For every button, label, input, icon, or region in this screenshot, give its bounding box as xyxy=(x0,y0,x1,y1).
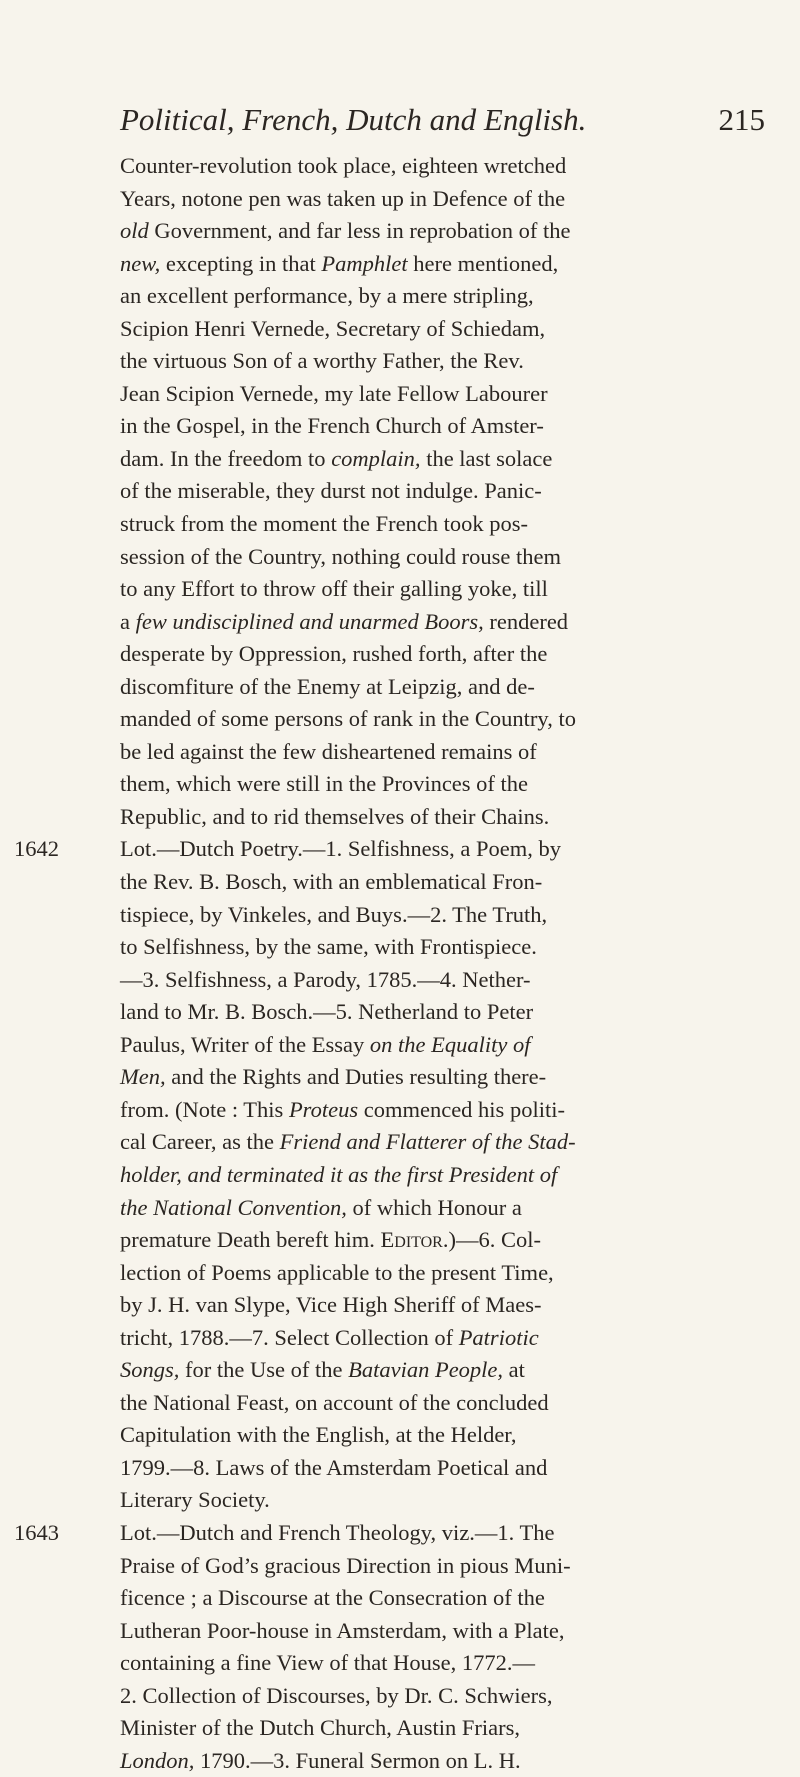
line-text: Scipion Henri Vernede, Secretary of Schiedam, xyxy=(120,315,546,341)
text-line xyxy=(120,899,770,932)
text-line xyxy=(120,150,770,183)
italic-text: few undisciplined and unarmed Boors, xyxy=(135,608,484,634)
italic-text: holder, and terminated it as the first President of xyxy=(120,1161,558,1187)
line-text: Lutheran Poor-house in Amsterdam, with a Plate, xyxy=(120,1617,565,1643)
line-text: Literary Society. xyxy=(120,1487,270,1513)
text-line xyxy=(120,1387,770,1420)
italic-text: Patriotic xyxy=(458,1324,539,1350)
text-line xyxy=(120,671,770,704)
line-text: a xyxy=(120,608,136,634)
text-line xyxy=(120,1029,770,1062)
text-line xyxy=(120,345,770,378)
text-line xyxy=(120,931,770,964)
line-text: Praise of God’s gracious Direction in pious Muni- xyxy=(120,1552,571,1578)
text-line xyxy=(120,1615,770,1648)
line-text: them, which were still in the Provinces of the xyxy=(120,771,529,797)
line-text: struck from the moment the French took pos- xyxy=(120,511,529,537)
line-text: session of the Country, nothing could rouse them xyxy=(120,543,561,569)
text-line xyxy=(120,1126,770,1159)
line-text: the virtuous Son of a worthy Father, the Rev. xyxy=(120,348,524,374)
text-line xyxy=(120,475,770,508)
line-text: Minister of the Dutch Church, Austin Friars, xyxy=(120,1715,520,1741)
line-text: at xyxy=(503,1357,525,1383)
text-line xyxy=(120,443,770,476)
text-line xyxy=(120,1322,770,1355)
text-line xyxy=(14,1517,770,1550)
text-line xyxy=(120,1582,770,1615)
text-line xyxy=(120,1680,770,1713)
line-text: Republic, and to rid themselves of their Chains. xyxy=(120,803,550,829)
italic-text: Friend and Flatterer of the Stad- xyxy=(279,1129,576,1155)
italic-text: the National Convention, xyxy=(120,1194,347,1220)
line-text: the National Feast, on account of the concluded xyxy=(120,1389,549,1415)
line-text: land to Mr. B. Bosch.—5. Netherland to Peter xyxy=(120,999,534,1025)
line-text: Government, and far less in reprobation of the xyxy=(148,218,571,244)
text-line xyxy=(120,573,770,606)
text-line xyxy=(14,833,770,866)
line-text: by J. H. van Slype, Vice High Sheriff of Maes- xyxy=(120,1292,542,1318)
line-text: dam. In the freedom to xyxy=(120,445,332,471)
text-line xyxy=(120,313,770,346)
line-text: Jean Scipion Vernede, my late Fellow Labourer xyxy=(120,380,548,406)
running-title: Political, French, Dutch and English. xyxy=(120,102,587,137)
text-line xyxy=(120,1647,770,1680)
text-line xyxy=(120,410,770,443)
text-line xyxy=(120,703,770,736)
text-line xyxy=(120,215,770,248)
text-line xyxy=(120,1550,770,1583)
text-line xyxy=(120,280,770,313)
line-text: an excellent performance, by a mere stripling, xyxy=(120,283,534,309)
line-text: to Selfishness, by the same, with Frontispiece. xyxy=(120,934,537,960)
text-line xyxy=(120,508,770,541)
line-text: from. (Note : This xyxy=(120,1096,289,1122)
italic-text: Batavian People, xyxy=(348,1357,504,1383)
text-line xyxy=(120,378,770,411)
line-text: of the miserable, they durst not indulge. Panic- xyxy=(120,478,542,504)
text-line xyxy=(120,1419,770,1452)
italic-text: Songs, xyxy=(120,1357,180,1383)
text-line xyxy=(120,996,770,1029)
italic-text: Proteus xyxy=(288,1096,359,1122)
line-text: of which Honour a xyxy=(346,1194,522,1220)
line-text: manded of some persons of rank in the Country, to xyxy=(120,706,576,732)
line-text: and the Rights and Duties resulting there- xyxy=(165,1064,547,1090)
line-text: be led against the few disheartened remains of xyxy=(120,738,537,764)
line-text: 1790.—3. Funeral Sermon on L. H. xyxy=(194,1747,521,1773)
line-text: excepting in that xyxy=(160,250,322,276)
italic-text: old xyxy=(120,218,149,244)
line-text: Lot.—Dutch Poetry.—1. Selfishness, a Poem, by xyxy=(120,836,562,862)
page-body xyxy=(14,150,770,1777)
italic-text: London, xyxy=(120,1747,195,1773)
text-line xyxy=(120,801,770,834)
line-text: containing a fine View of that House, 1772.— xyxy=(120,1650,536,1676)
text-line xyxy=(120,1192,770,1225)
text-line xyxy=(120,866,770,899)
small-caps-text: Editor. xyxy=(380,1227,449,1253)
text-line xyxy=(120,1257,770,1290)
text-line xyxy=(120,1745,770,1777)
line-text: )—6. Col- xyxy=(448,1227,541,1253)
page-number: 215 xyxy=(718,102,765,137)
line-text: Capitulation with the English, at the Helder, xyxy=(120,1422,517,1448)
line-text: commenced his politi- xyxy=(358,1096,565,1122)
line-text: Counter-revolution took place, eighteen wretched xyxy=(120,153,567,178)
line-text: discomfiture of the Enemy at Leipzig, and de- xyxy=(120,673,535,699)
text-line xyxy=(120,541,770,574)
line-text: —3. Selfishness, a Parody, 1785.—4. Nether- xyxy=(120,966,531,992)
line-text: Paulus, Writer of the Essay xyxy=(120,1031,370,1057)
line-text: desperate by Oppression, rushed forth, after the xyxy=(120,641,548,667)
text-line xyxy=(120,638,770,671)
lot-number: 1643 xyxy=(14,1519,59,1545)
italic-text: on the Equality of xyxy=(369,1031,531,1057)
line-text: rendered xyxy=(483,608,569,634)
page-header xyxy=(120,98,765,142)
line-text: cal Career, as the xyxy=(120,1129,280,1155)
text-line xyxy=(120,248,770,281)
line-text: ficence ; a Discourse at the Consecration of the xyxy=(120,1585,545,1611)
text-line xyxy=(120,1094,770,1127)
line-text: the Rev. B. Bosch, with an emblematical Fron- xyxy=(120,869,543,895)
text-line xyxy=(120,736,770,769)
italic-text: Men, xyxy=(120,1064,166,1090)
line-text: 2. Collection of Discourses, by Dr. C. Schwiers, xyxy=(120,1682,553,1708)
text-line xyxy=(120,1289,770,1322)
line-text: in the Gospel, in the French Church of Amster- xyxy=(120,413,544,439)
text-line xyxy=(120,1712,770,1745)
line-text: premature Death bereft him. xyxy=(120,1227,381,1253)
line-text: the last solace xyxy=(420,445,553,471)
italic-text: new, xyxy=(120,250,161,276)
lot-number: 1642 xyxy=(14,836,59,862)
italic-text: Pamphlet xyxy=(321,250,408,276)
italic-text: complain, xyxy=(331,445,421,471)
text-line xyxy=(120,1224,770,1257)
text-line xyxy=(120,1354,770,1387)
text-line xyxy=(120,964,770,997)
text-line xyxy=(120,606,770,639)
text-line xyxy=(120,1159,770,1192)
line-text: Years, notone pen was taken up in Defence of the xyxy=(120,185,566,211)
text-line xyxy=(120,768,770,801)
line-text: to any Effort to throw off their galling yoke, till xyxy=(120,576,548,602)
text-line xyxy=(120,1061,770,1094)
line-text: lection of Poems applicable to the present Time, xyxy=(120,1259,554,1285)
line-text: for the Use of the xyxy=(179,1357,349,1383)
text-line xyxy=(120,183,770,216)
line-text: tispiece, by Vinkeles, and Buys.—2. The Truth, xyxy=(120,901,548,927)
line-text: 1799.—8. Laws of the Amsterdam Poetical and xyxy=(120,1454,548,1480)
line-text: here mentioned, xyxy=(407,250,559,276)
line-text: tricht, 1788.—7. Select Collection of xyxy=(120,1324,459,1350)
text-line xyxy=(120,1484,770,1517)
text-line xyxy=(120,1452,770,1485)
line-text: Lot.—Dutch and French Theology, viz.—1. The xyxy=(120,1519,555,1545)
